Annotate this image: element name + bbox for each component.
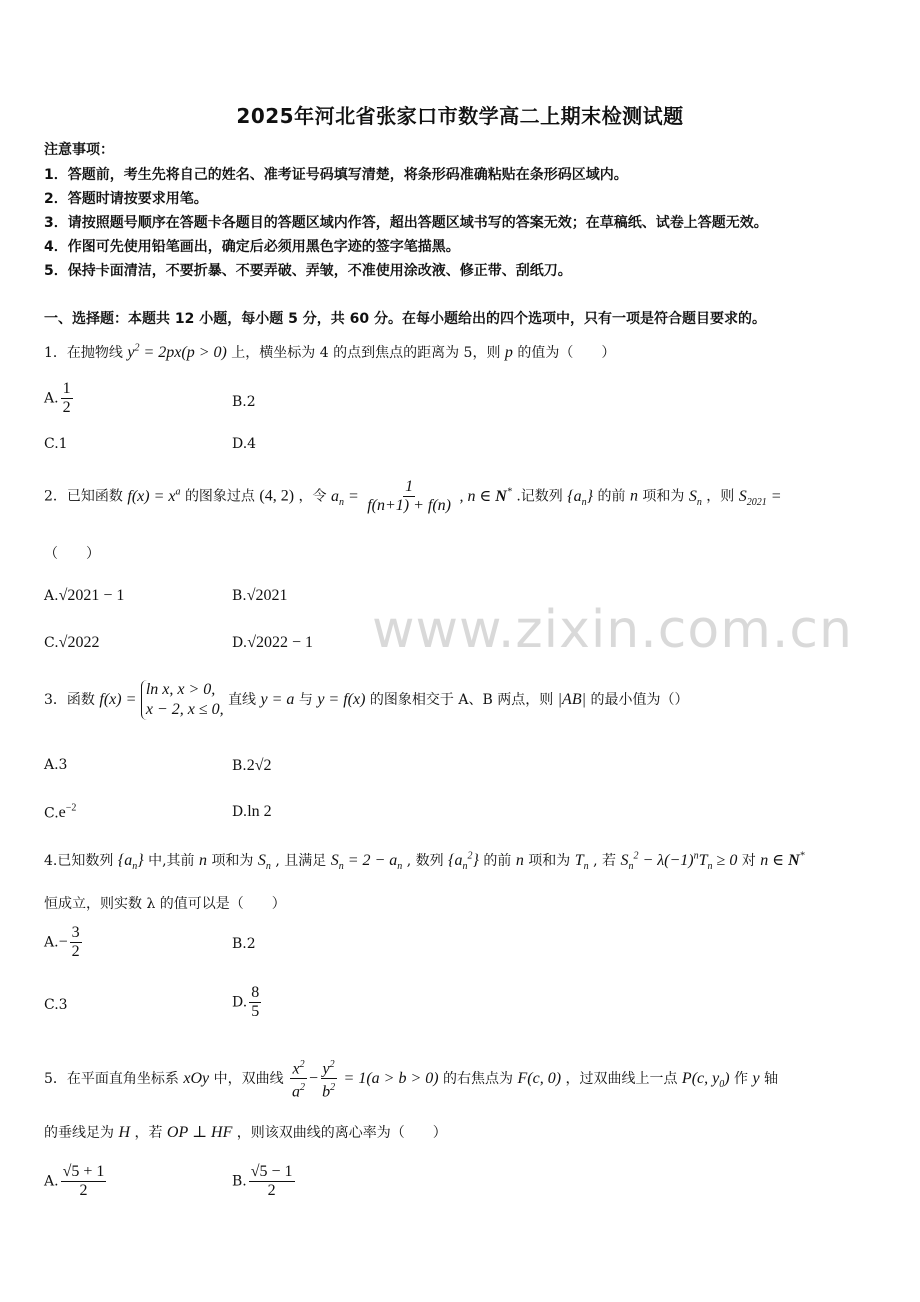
q4-line-2: 恒成立，则实数 λ 的值可以是（ ）	[44, 896, 286, 912]
q3-option-a[interactable]: A.3	[44, 757, 68, 773]
q1-option-c[interactable]: C.1	[44, 436, 68, 452]
q4-option-a[interactable]: A.− $\frac{3}{2}$	[44, 924, 80, 960]
q4-option-c[interactable]: C.3	[44, 997, 68, 1013]
q3-option-b[interactable]: B.2√2	[232, 757, 272, 774]
question-1: 1．在抛物线 $y^2 = 2px(p > 0)$ 上，横坐标为 4 的点到焦点的距离为 5，则 p 的值为（ ）	[44, 342, 616, 361]
section-heading: 一、选择题：本题共 12 小题，每小题 5 分，共 60 分。在每小题给出的四个选项中，只有一项是符合题目要求的。	[44, 311, 766, 327]
q3-option-d[interactable]: D.ln 2	[232, 803, 272, 820]
q2-blank: （ ）	[44, 546, 100, 562]
notice-item-2: 2．答题时请按要求用笔。	[44, 191, 208, 207]
q1-formula: $y^2 = 2px(p > 0)$	[127, 342, 227, 361]
question-5: 5．在平面直角坐标系 xOy 中，双曲线 $\frac{x^2}{a^2}$ − $\frac{y^2}{b^2}$ = 1(a > b > 0) 的右焦点为 F(c, 0) ，过双曲线上一点 P(c, $y_0$) 作 y 轴	[44, 1056, 778, 1102]
q2-option-c[interactable]: C.√2022	[44, 634, 100, 651]
q4-option-b[interactable]: B.2	[232, 936, 256, 952]
q5-line-2: 的垂线足为 H ，若 OP ⊥ HF ，则该双曲线的离心率为（ ）	[44, 1124, 447, 1141]
question-2: 2．已知函数 $f(x) = x^a$ 的图象过点 (4, 2) ，令 $a_n$ = $\frac{1}{f(n+1) + f(n)}$ , n ∈ N* .记数列 $\{a_n\}$ 的前 n 项和为 $S_n$ ，则 $S_{2021}$ =	[44, 478, 782, 514]
q1-option-a[interactable]: A. $\frac{1}{2}$	[44, 380, 71, 416]
notice-item-3: 3．请按照题号顺序在答题卡各题目的答题区域内作答，超出答题区域书写的答案无效；在草稿纸、试卷上答题无效。	[44, 215, 768, 231]
question-3: 3．函数 f(x) = ln x, x > 0, x − 2, x ≤ 0, 直线 y = a 与 y = f(x) 的图象相交于 A、B 两点，则 |AB| 的最小值为（）	[44, 681, 689, 718]
watermark: www.zixin.com.cn	[372, 600, 853, 660]
notice-heading: 注意事项：	[44, 142, 114, 158]
q2-option-d[interactable]: D.√2022 − 1	[232, 634, 313, 651]
q2-option-b[interactable]: B.√2021	[232, 587, 288, 604]
q1-option-b[interactable]: B.2	[232, 394, 256, 410]
q5-option-a[interactable]: A. $\frac{√5 + 1}{2}$	[44, 1163, 105, 1199]
q1-option-d[interactable]: D.4	[232, 436, 257, 452]
q2-option-a[interactable]: A.√2021 − 1	[44, 587, 125, 604]
q4-option-d[interactable]: D. $\frac{8}{5}$	[232, 984, 260, 1020]
q5-option-b[interactable]: B. $\frac{√5 - 1}{2}$	[232, 1163, 293, 1199]
notice-item-5: 5．保持卡面清洁，不要折暴、不要弄破、弄皱，不准使用涂改液、修正带、刮纸刀。	[44, 263, 572, 279]
question-4: 4.已知数列 $\{a_n\}$ 中,其前 n 项和为 $S_n$ , 且满足 $S_n = 2 - a_n$ , 数列 $\{a_n^2\}$ 的前 n 项和为 $T_n$ , 若 $S_n^2 - \lambda(-1)^nT_n \ge 0$ 对 n ∈ N*	[44, 850, 805, 873]
page-title: 2025年河北省张家口市数学高二上期末检测试题	[236, 104, 684, 128]
q3-option-c[interactable]: $C.e^{-2}$	[44, 803, 77, 822]
notice-item-1: 1．答题前，考生先将自己的姓名、准考证号码填写清楚，将条形码准确粘贴在条形码区域内。	[44, 167, 628, 183]
notice-item-4: 4．作图可先使用铅笔画出，确定后必须用黑色字迹的签字笔描黑。	[44, 239, 460, 255]
